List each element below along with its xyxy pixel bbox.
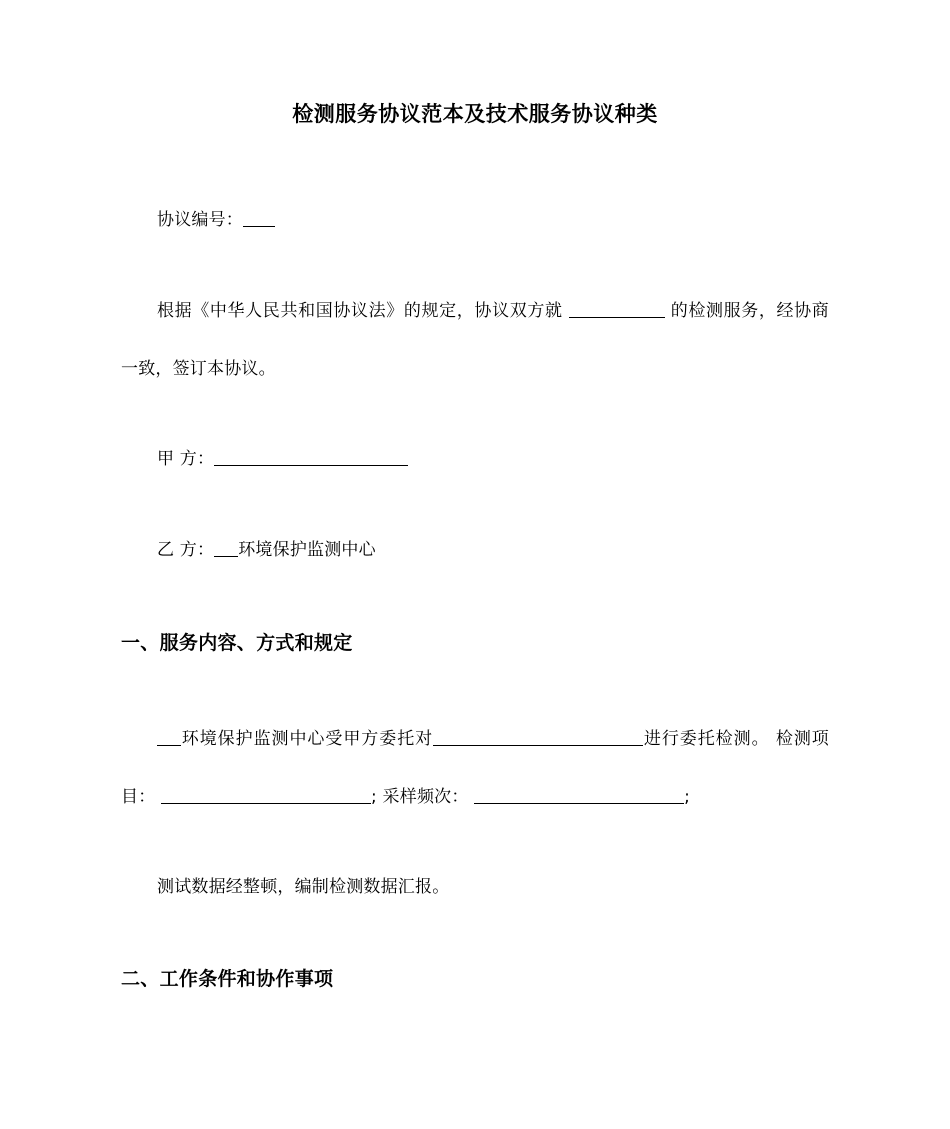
org-blank bbox=[157, 727, 181, 746]
sampling-frequency-blank bbox=[474, 785, 684, 804]
section-1-org-text: 环境保护监测中心受甲方委托对 bbox=[181, 729, 434, 749]
party-a-line bbox=[157, 447, 408, 471]
test-object-blank bbox=[433, 727, 643, 746]
preamble-text-start: 根据《中华人民共和国协议法》的规定，协议双方就 bbox=[157, 301, 563, 321]
section-1-paragraph-1 bbox=[121, 710, 829, 826]
page-title: 检测服务协议范本及技术服务协议种类 bbox=[292, 102, 658, 126]
party-b-label: 乙 方： bbox=[157, 540, 215, 560]
section-2-heading: 二、工作条件和协作事项 bbox=[121, 968, 334, 990]
section-1-mid-text: 进行委托检测。 检测项目： bbox=[121, 729, 829, 807]
section-1-end: ; bbox=[684, 787, 691, 807]
sampling-frequency-label: ; 采样频次： bbox=[371, 787, 469, 807]
party-a-blank bbox=[214, 447, 408, 466]
section-1-heading: 一、服务内容、方式和规定 bbox=[121, 632, 353, 654]
party-b-blank bbox=[214, 538, 238, 557]
party-a-label: 甲 方： bbox=[157, 449, 215, 469]
agreement-number-label: 协议编号： bbox=[157, 210, 243, 230]
test-items-blank bbox=[161, 785, 371, 804]
section-1-paragraph-2: 测试数据经整顿，编制检测数据汇报。 bbox=[157, 877, 450, 897]
agreement-number-line bbox=[157, 208, 275, 232]
service-item-blank bbox=[569, 299, 665, 318]
agreement-number-blank bbox=[243, 208, 275, 227]
preamble-text-end: 的检测服务，经协商一致，签订本协议。 bbox=[121, 301, 829, 379]
preamble-paragraph bbox=[121, 282, 829, 398]
party-b-line bbox=[157, 538, 376, 562]
party-b-value: 环境保护监测中心 bbox=[238, 540, 376, 560]
